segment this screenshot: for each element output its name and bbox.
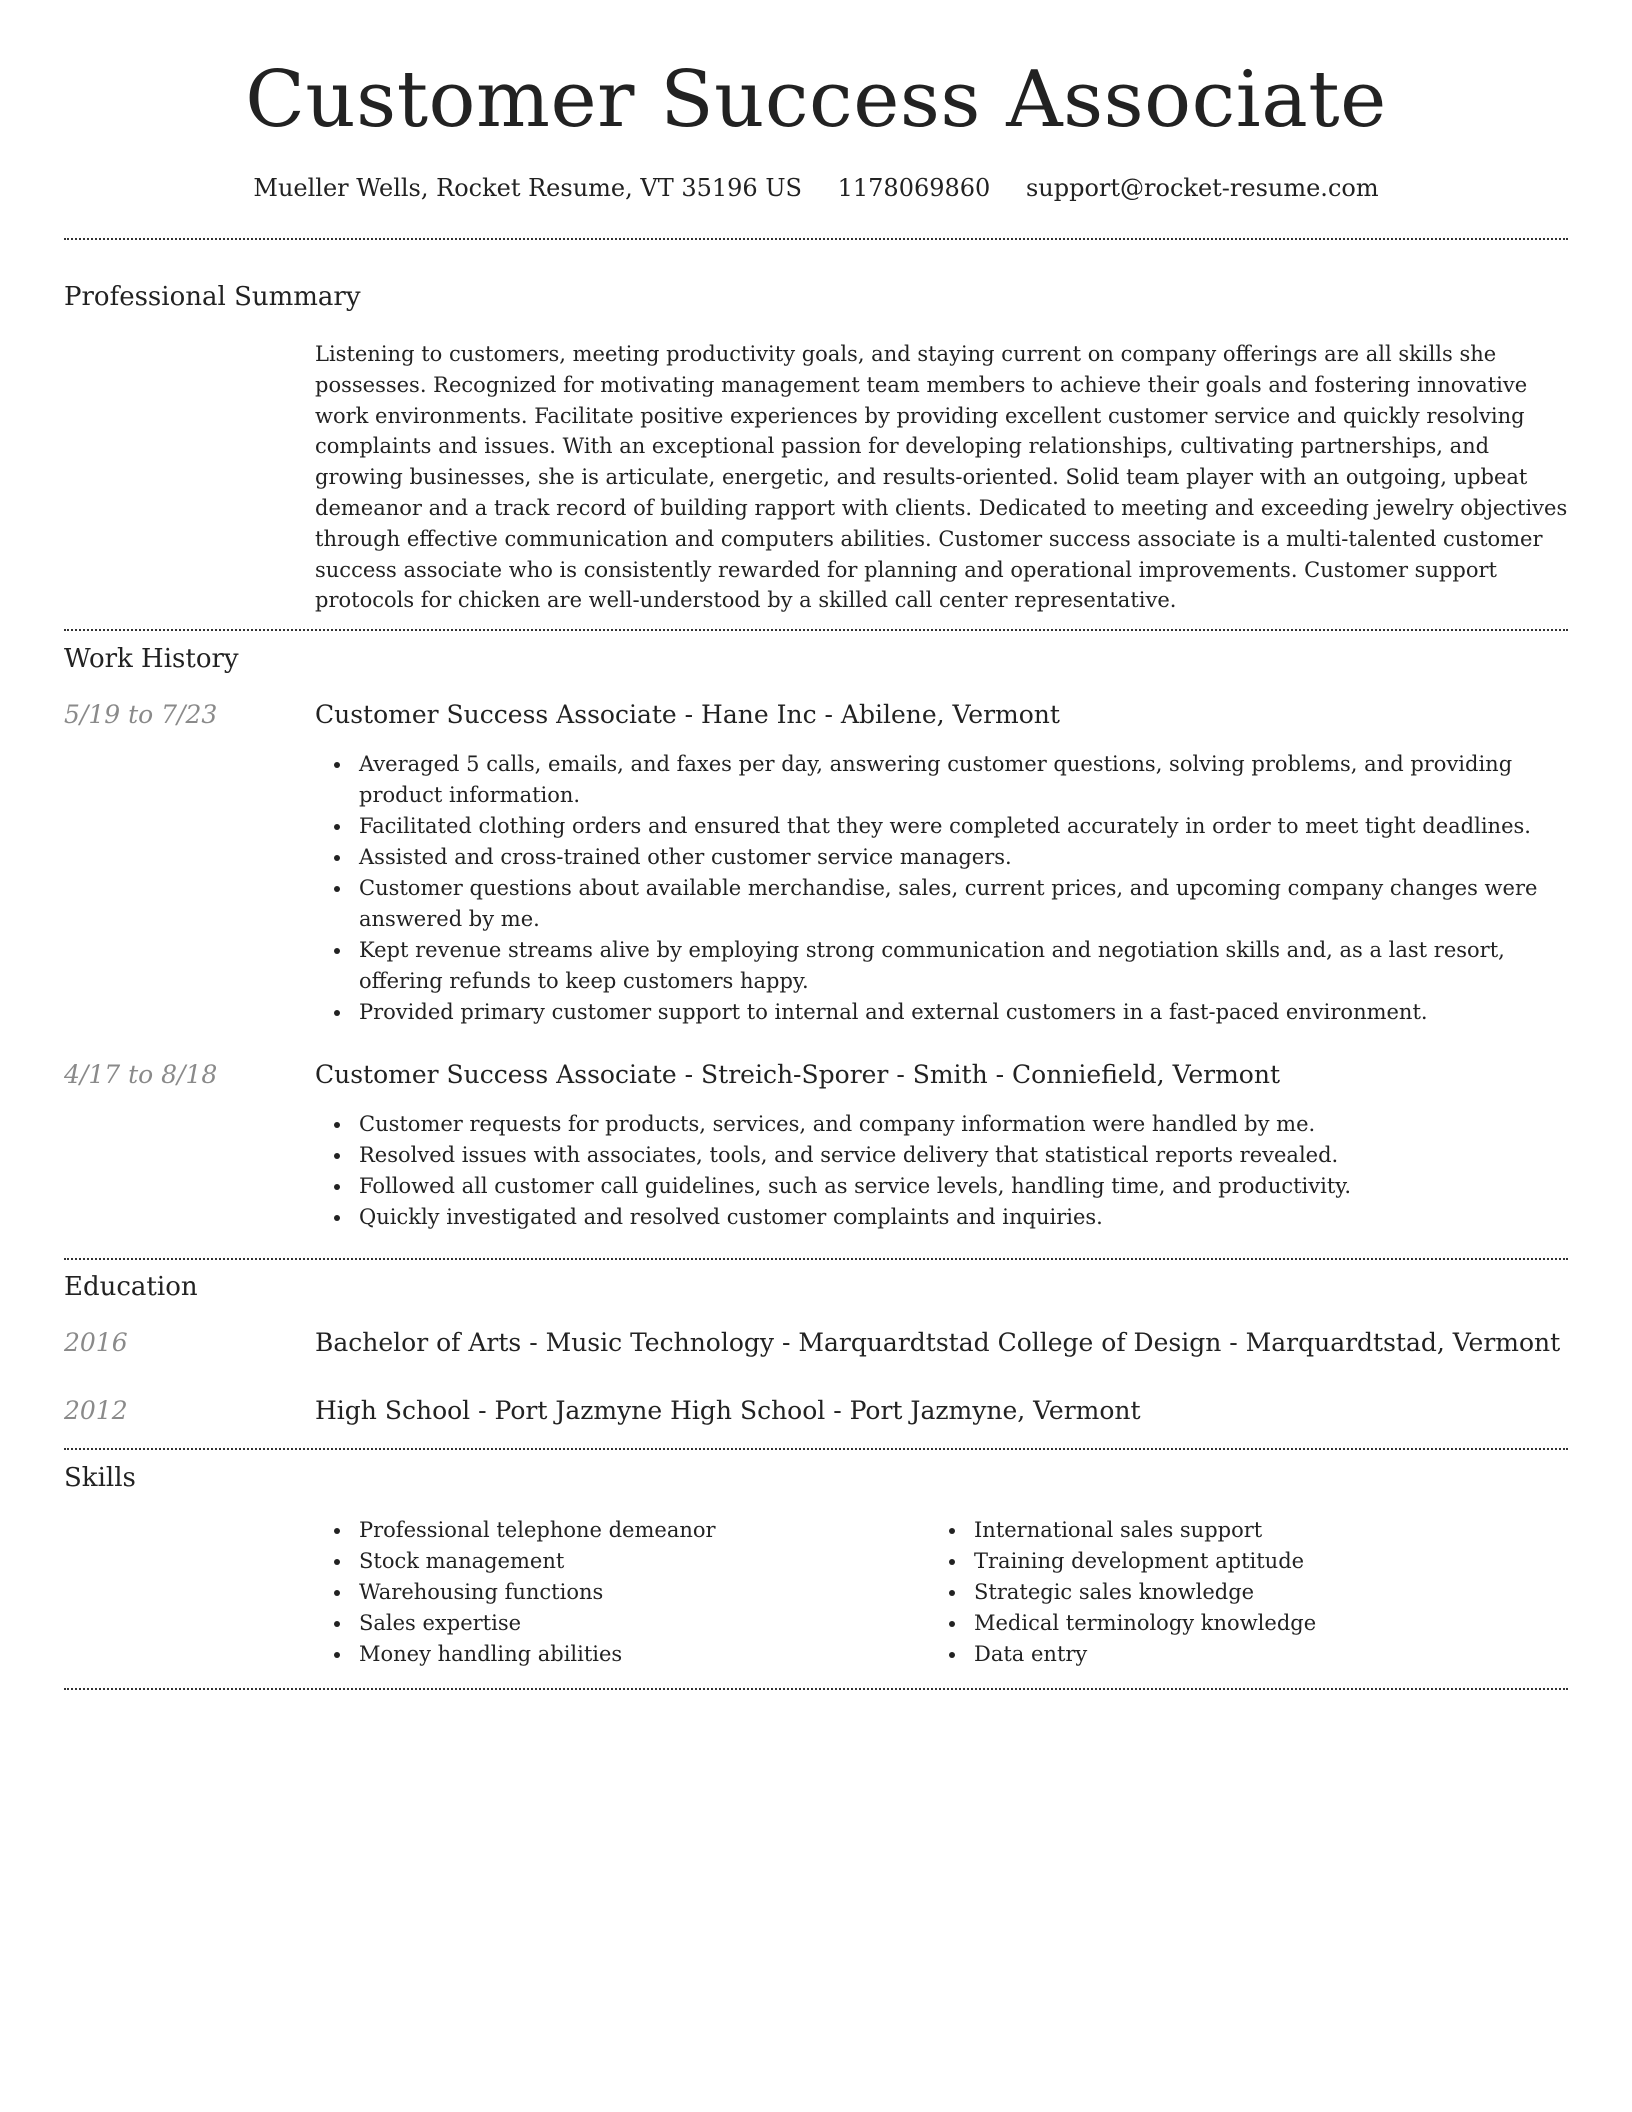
edu-details: - Marquardtstad College of Design - Marquardtstad, Vermont (774, 1328, 1561, 1357)
edu-degree: High School (315, 1396, 471, 1425)
list-item: Strategic sales knowledge (930, 1577, 1530, 1608)
list-item: Provided primary customer support to internal and external customers in a fast-paced environment. (315, 997, 1568, 1028)
divider (64, 1258, 1568, 1260)
job-bullets (315, 1109, 1568, 1233)
edu-heading (315, 1326, 1568, 1360)
edu-heading (315, 1394, 1568, 1428)
section-title-summary: Professional Summary (64, 282, 361, 312)
list-item: Resolved issues with associates, tools, and service delivery that statistical reports revealed. (315, 1140, 1568, 1171)
list-item: Sales expertise (315, 1608, 915, 1639)
summary-text: Listening to customers, meeting productivity goals, and staying current on company offerings are all skills she possesses. Recognized for motivating management team members to achieve their goals and fostering innovative work environments. Facilitate positive experiences by providing excellent customer service and quickly resolving complaints and issues. With an exceptional passion for developing relationships, cultivating partnerships, and growing businesses, she is articulate, energetic, and results-oriented. Solid team player with an outgoing, upbeat demeanor and a track record of building rapport with clients. Dedicated to meeting and exceeding jewelry objectives through effective communication and computers abilities. Customer success associate is a multi-talented customer success associate who is consistently rewarded for planning and operational improvements. Customer support protocols for chicken are well-understood by a skilled call center representative. (315, 342, 1568, 613)
skills-list-left (315, 1515, 915, 1670)
list-item: Customer requests for products, services, and company information were handled by me. (315, 1109, 1568, 1140)
contact-address: Mueller Wells, Rocket Resume, VT 35196 US (253, 174, 802, 202)
contact-phone: 1178069860 (837, 174, 991, 202)
job-heading (315, 698, 1568, 732)
job-role: Customer Success Associate (315, 700, 677, 729)
list-item: Customer questions about available merchandise, sales, current prices, and upcoming company changes were answered by me. (315, 873, 1568, 935)
list-item: Data entry (930, 1639, 1530, 1670)
contact-email: support@rocket-resume.com (1025, 174, 1379, 202)
list-item: Medical terminology knowledge (930, 1608, 1530, 1639)
job-details: - Streich-Sporer - Smith - Conniefield, Vermont (676, 1060, 1280, 1089)
job-bullets (315, 749, 1568, 1028)
divider (64, 1448, 1568, 1450)
list-item: Averaged 5 calls, emails, and faxes per day, answering customer questions, solving problems, and providing product information. (315, 749, 1568, 811)
list-item: Warehousing functions (315, 1577, 915, 1608)
edu-year: 2016 (64, 1328, 128, 1357)
divider (64, 1688, 1568, 1690)
list-item: Followed all customer call guidelines, such as service levels, handling time, and productivity. (315, 1171, 1568, 1202)
section-title-work: Work History (64, 644, 239, 674)
section-title-education: Education (64, 1272, 198, 1302)
edu-details: - Port Jazmyne High School - Port Jazmyne, Vermont (470, 1396, 1141, 1425)
skills-list-right (930, 1515, 1530, 1670)
section-title-skills: Skills (64, 1463, 136, 1493)
list-item: Professional telephone demeanor (315, 1515, 915, 1546)
list-item: Quickly investigated and resolved customer complaints and inquiries. (315, 1202, 1568, 1233)
job-heading (315, 1058, 1568, 1092)
job-role: Customer Success Associate (315, 1060, 677, 1089)
list-item: International sales support (930, 1515, 1530, 1546)
job-dates: 4/17 to 8/18 (64, 1060, 218, 1089)
resume-name: Customer Success Associate (245, 55, 1387, 145)
list-item: Facilitated clothing orders and ensured that they were completed accurately in order to meet tight deadlines. (315, 811, 1568, 842)
list-item: Stock management (315, 1546, 915, 1577)
job-details: - Hane Inc - Abilene, Vermont (676, 700, 1060, 729)
list-item: Money handling abilities (315, 1639, 915, 1670)
edu-year: 2012 (64, 1396, 128, 1425)
divider (64, 629, 1568, 631)
list-item: Assisted and cross-trained other customer service managers. (315, 842, 1568, 873)
list-item: Training development aptitude (930, 1546, 1530, 1577)
list-item: Kept revenue streams alive by employing strong communication and negotiation skills and, as a last resort, offering refunds to keep customers happy. (315, 935, 1568, 997)
edu-degree: Bachelor of Arts - Music Technology (315, 1328, 775, 1357)
divider (64, 238, 1568, 240)
job-dates: 5/19 to 7/23 (64, 700, 218, 729)
contact-line (0, 170, 1632, 206)
